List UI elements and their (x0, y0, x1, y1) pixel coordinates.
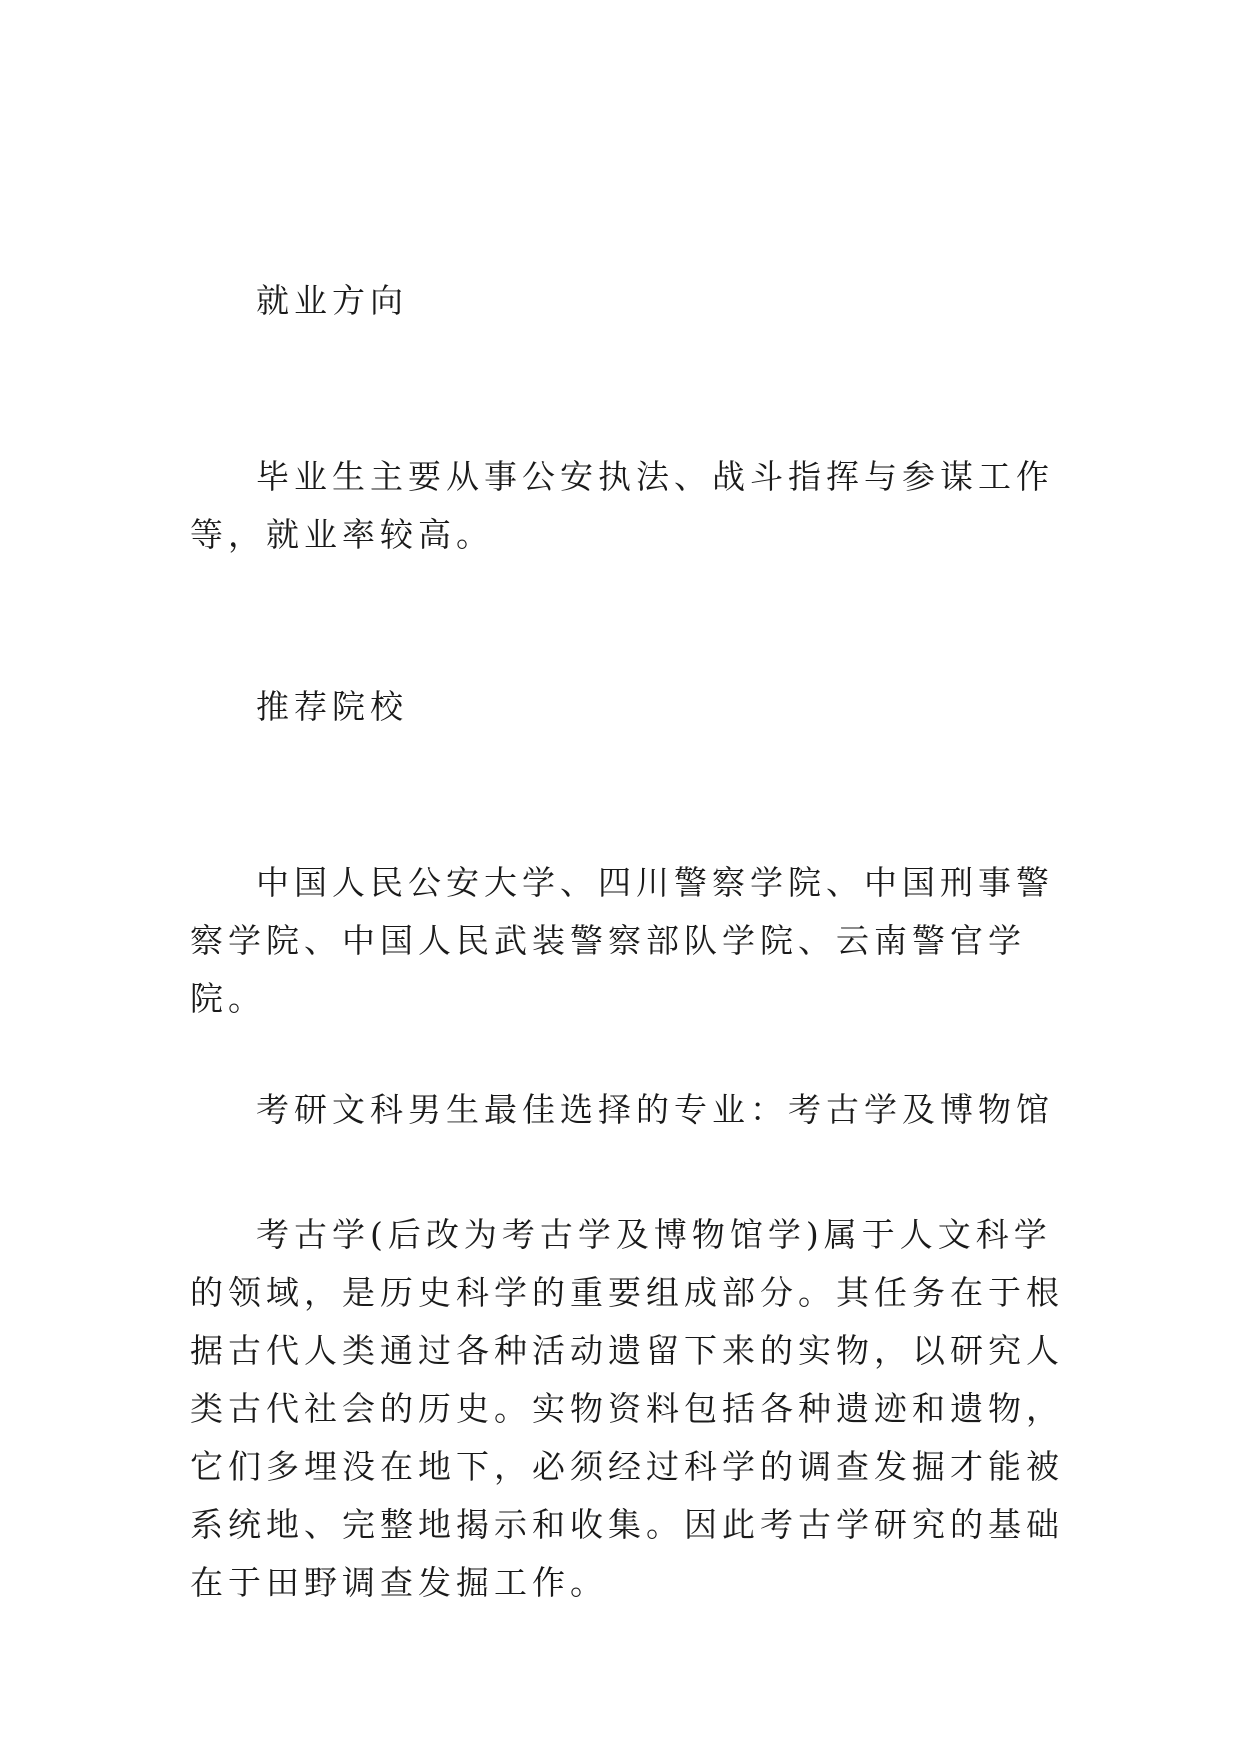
section-heading-archaeology: 考研文科男生最佳选择的专业：考古学及博物馆 (256, 1090, 1054, 1129)
paragraph-archaeology: 考古学(后改为考古学及博物馆学)属于人文科学的领域，是历史科学的重要组成部分。其任务在于根据古代人类通过各种活动遗留下来的实物，以研究人类古代社会的历史。实物资料包括各种遗迹和遗物，它们多埋没在地下，必须经过科学的调查发掘才能被系统地、完整地揭示和收集。因此考古学研究的基础在于田野调查发掘工作。 (190, 1215, 1064, 1602)
paragraph-employment: 毕业生主要从事公安执法、战斗指挥与参谋工作等，就业率较高。 (190, 457, 1054, 554)
paragraph-schools: 中国人民公安大学、四川警察学院、中国刑事警察学院、中国人民武装警察部队学院、云南警官学院。 (190, 863, 1054, 1018)
section-heading-employment: 就业方向 (256, 281, 408, 320)
section-heading-schools: 推荐院校 (256, 687, 408, 726)
